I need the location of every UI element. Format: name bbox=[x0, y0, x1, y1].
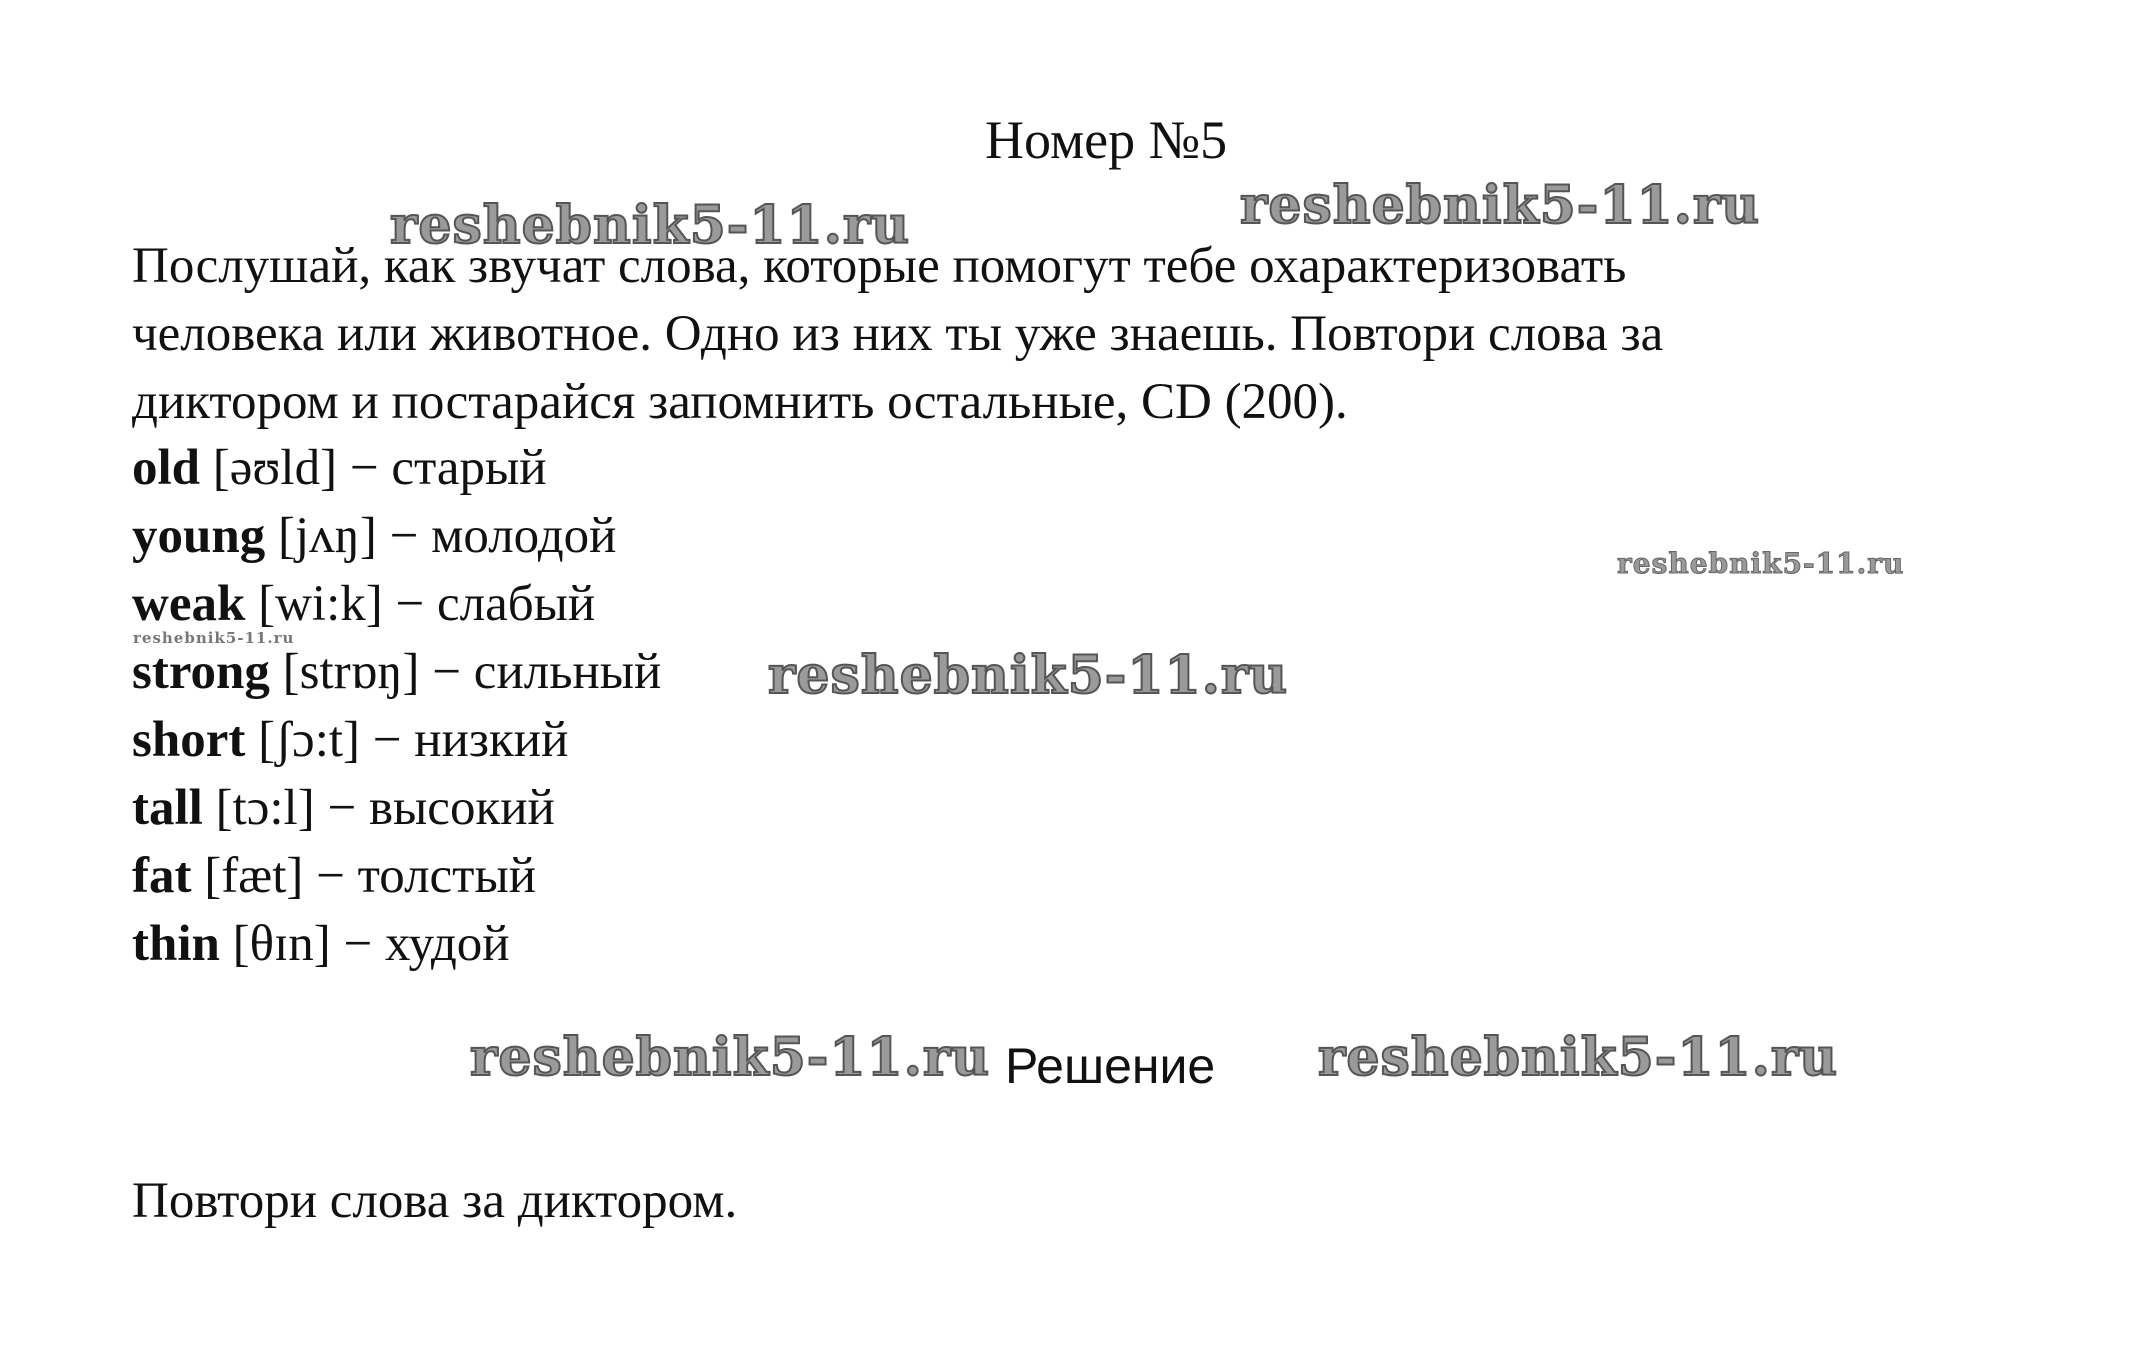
watermark: reshebnik5-11.ru bbox=[1240, 175, 1761, 236]
vocabulary-item bbox=[132, 570, 661, 638]
vocabulary-word: fat bbox=[132, 848, 192, 904]
task-instructions bbox=[132, 232, 2032, 436]
vocabulary-word: old bbox=[132, 440, 201, 496]
vocabulary-transcription: [fæt] bbox=[204, 848, 304, 904]
instruction-line: диктором и постарайся запомнить остальные, CD (200). bbox=[132, 374, 1348, 430]
vocabulary-item bbox=[132, 774, 661, 842]
vocabulary-item bbox=[132, 706, 661, 774]
vocabulary-translation: − высокий bbox=[327, 780, 555, 836]
vocabulary-transcription: [θɪn] bbox=[232, 916, 331, 972]
vocabulary-word: short bbox=[132, 712, 246, 768]
vocabulary-item bbox=[132, 434, 661, 502]
vocabulary-item bbox=[132, 842, 661, 910]
instruction-line: человека или животное. Одно из них ты уже знаешь. Повтори слова за bbox=[132, 306, 1664, 362]
instruction-line: Послушай, как звучат слова, которые помогут тебе охарактеризовать bbox=[132, 238, 1627, 294]
vocabulary-item bbox=[132, 638, 661, 706]
vocabulary-transcription: [əʊld] bbox=[212, 440, 338, 496]
vocabulary-translation: − низкий bbox=[372, 712, 569, 768]
vocabulary-transcription: [wi:k] bbox=[258, 576, 383, 632]
watermark: reshebnik5-11.ru bbox=[470, 1027, 991, 1088]
watermark: reshebnik5-11.ru bbox=[390, 195, 911, 256]
vocabulary-list bbox=[132, 434, 661, 978]
solution-text: Повтори слова за диктором. bbox=[132, 1173, 738, 1229]
vocabulary-transcription: [jʌŋ] bbox=[277, 508, 377, 564]
vocabulary-word: strong bbox=[132, 644, 270, 700]
watermark: reshebnik5-11.ru bbox=[133, 629, 295, 647]
watermark: reshebnik5-11.ru bbox=[768, 645, 1289, 706]
solution-heading: Решение bbox=[1005, 1038, 1216, 1094]
vocabulary-translation: − сильный bbox=[432, 644, 662, 700]
vocabulary-translation: − слабый bbox=[395, 576, 596, 632]
vocabulary-item bbox=[132, 502, 661, 570]
vocabulary-translation: − старый bbox=[349, 440, 547, 496]
vocabulary-translation: − толстый bbox=[316, 848, 536, 904]
vocabulary-transcription: [strɒŋ] bbox=[282, 644, 420, 700]
watermark: reshebnik5-11.ru bbox=[1617, 547, 1905, 580]
page-title: Номер №5 bbox=[985, 110, 1228, 170]
watermark: reshebnik5-11.ru bbox=[1318, 1027, 1839, 1088]
vocabulary-word: tall bbox=[132, 780, 203, 836]
vocabulary-word: young bbox=[132, 508, 266, 564]
vocabulary-transcription: [ʃɔ:t] bbox=[258, 712, 361, 768]
vocabulary-word: thin bbox=[132, 916, 220, 972]
vocabulary-item bbox=[132, 910, 661, 978]
vocabulary-word: weak bbox=[132, 576, 246, 632]
vocabulary-translation: − худой bbox=[343, 916, 510, 972]
vocabulary-translation: − молодой bbox=[389, 508, 617, 564]
vocabulary-transcription: [tɔ:l] bbox=[215, 780, 315, 836]
